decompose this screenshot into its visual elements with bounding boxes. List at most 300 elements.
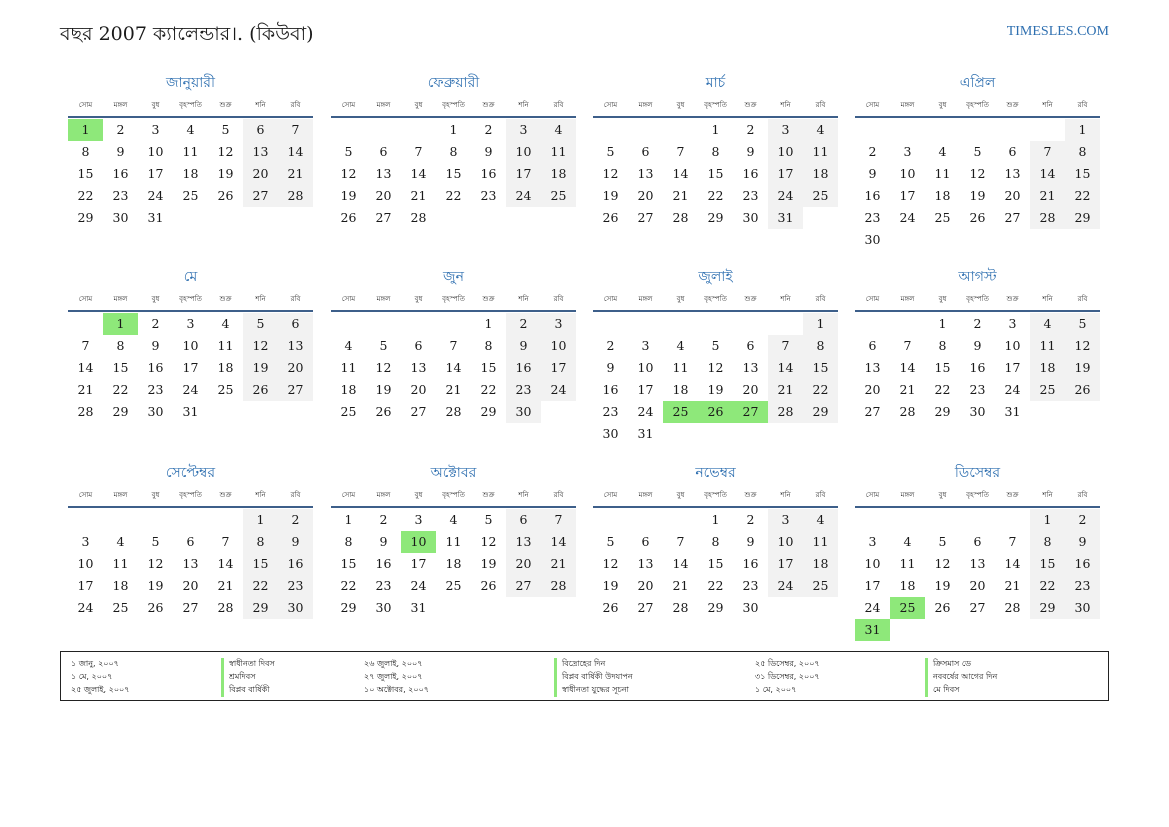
day-cell[interactable]: 23 [742, 188, 759, 203]
day-cell[interactable]: 17 [637, 382, 654, 397]
day-cell[interactable]: 17 [506, 163, 541, 185]
day-cell[interactable]: 27 [969, 600, 986, 615]
day-cell[interactable]: 17 [864, 578, 881, 593]
day-cell[interactable]: 27 [278, 379, 313, 401]
day-cell[interactable]: 22 [707, 578, 724, 593]
holiday-day-cell[interactable]: 26 [698, 401, 733, 423]
day-cell[interactable]: 29 [1065, 207, 1100, 229]
day-cell[interactable]: 1 [243, 509, 278, 531]
day-cell[interactable]: 5 [379, 338, 388, 353]
day-cell[interactable]: 22 [707, 188, 724, 203]
day-cell[interactable]: 27 [410, 404, 427, 419]
day-cell[interactable]: 10 [768, 141, 803, 163]
day-cell[interactable]: 26 [147, 600, 164, 615]
day-cell[interactable]: 9 [973, 338, 982, 353]
day-cell[interactable]: 28 [672, 600, 689, 615]
day-cell[interactable]: 6 [973, 534, 982, 549]
day-cell[interactable]: 15 [803, 357, 838, 379]
holiday-day-cell[interactable]: 10 [401, 531, 436, 553]
day-cell[interactable]: 4 [186, 122, 195, 137]
day-cell[interactable]: 28 [1004, 600, 1021, 615]
day-cell[interactable]: 3 [414, 512, 423, 527]
day-cell[interactable]: 4 [221, 316, 230, 331]
day-cell[interactable]: 4 [803, 509, 838, 531]
day-cell[interactable]: 11 [541, 141, 576, 163]
day-cell[interactable]: 9 [379, 534, 388, 549]
day-cell[interactable]: 27 [864, 404, 881, 419]
day-cell[interactable]: 16 [602, 382, 619, 397]
day-cell[interactable]: 23 [112, 188, 129, 203]
day-cell[interactable]: 25 [340, 404, 357, 419]
day-cell[interactable]: 26 [969, 210, 986, 225]
day-cell[interactable]: 7 [676, 144, 685, 159]
day-cell[interactable]: 28 [899, 404, 916, 419]
day-cell[interactable]: 2 [484, 122, 493, 137]
day-cell[interactable]: 14 [768, 357, 803, 379]
day-cell[interactable]: 7 [1008, 534, 1017, 549]
day-cell[interactable]: 15 [707, 556, 724, 571]
day-cell[interactable]: 24 [182, 382, 199, 397]
day-cell[interactable]: 16 [1065, 553, 1100, 575]
day-cell[interactable]: 26 [934, 600, 951, 615]
day-cell[interactable]: 2 [278, 509, 313, 531]
day-cell[interactable]: 16 [742, 166, 759, 181]
day-cell[interactable]: 4 [1030, 313, 1065, 335]
day-cell[interactable]: 27 [243, 185, 278, 207]
day-cell[interactable]: 12 [340, 166, 357, 181]
day-cell[interactable]: 7 [81, 338, 90, 353]
day-cell[interactable]: 12 [480, 534, 497, 549]
day-cell[interactable]: 28 [217, 600, 234, 615]
day-cell[interactable]: 18 [934, 188, 951, 203]
day-cell[interactable]: 19 [1065, 357, 1100, 379]
day-cell[interactable]: 8 [81, 144, 90, 159]
day-cell[interactable]: 27 [1004, 210, 1021, 225]
day-cell[interactable]: 27 [637, 600, 654, 615]
day-cell[interactable]: 12 [217, 144, 234, 159]
day-cell[interactable]: 24 [1004, 382, 1021, 397]
day-cell[interactable]: 9 [484, 144, 493, 159]
day-cell[interactable]: 4 [938, 144, 947, 159]
day-cell[interactable]: 6 [186, 534, 195, 549]
day-cell[interactable]: 20 [410, 382, 427, 397]
day-cell[interactable]: 21 [1030, 185, 1065, 207]
day-cell[interactable]: 11 [899, 556, 916, 571]
day-cell[interactable]: 15 [77, 166, 94, 181]
day-cell[interactable]: 8 [938, 338, 947, 353]
day-cell[interactable]: 30 [375, 600, 392, 615]
day-cell[interactable]: 20 [278, 357, 313, 379]
day-cell[interactable]: 25 [182, 188, 199, 203]
day-cell[interactable]: 3 [868, 534, 877, 549]
day-cell[interactable]: 6 [506, 509, 541, 531]
day-cell[interactable]: 23 [278, 575, 313, 597]
day-cell[interactable]: 2 [746, 512, 755, 527]
day-cell[interactable]: 12 [707, 360, 724, 375]
day-cell[interactable]: 22 [112, 382, 129, 397]
day-cell[interactable]: 4 [541, 119, 576, 141]
day-cell[interactable]: 15 [1065, 163, 1100, 185]
day-cell[interactable]: 14 [672, 556, 689, 571]
day-cell[interactable]: 24 [541, 379, 576, 401]
day-cell[interactable]: 16 [969, 360, 986, 375]
day-cell[interactable]: 29 [112, 404, 129, 419]
day-cell[interactable]: 8 [484, 338, 493, 353]
day-cell[interactable]: 31 [1004, 404, 1021, 419]
day-cell[interactable]: 21 [541, 553, 576, 575]
day-cell[interactable]: 29 [707, 210, 724, 225]
day-cell[interactable]: 11 [217, 338, 234, 353]
day-cell[interactable]: 7 [449, 338, 458, 353]
day-cell[interactable]: 21 [278, 163, 313, 185]
day-cell[interactable]: 17 [768, 163, 803, 185]
day-cell[interactable]: 13 [375, 166, 392, 181]
day-cell[interactable]: 5 [484, 512, 493, 527]
day-cell[interactable]: 1 [344, 512, 353, 527]
day-cell[interactable]: 4 [116, 534, 125, 549]
day-cell[interactable]: 8 [711, 144, 720, 159]
day-cell[interactable]: 23 [375, 578, 392, 593]
day-cell[interactable]: 25 [112, 600, 129, 615]
day-cell[interactable]: 9 [606, 360, 615, 375]
day-cell[interactable]: 26 [243, 379, 278, 401]
day-cell[interactable]: 14 [1030, 163, 1065, 185]
day-cell[interactable]: 25 [445, 578, 462, 593]
day-cell[interactable]: 26 [602, 210, 619, 225]
day-cell[interactable]: 15 [934, 360, 951, 375]
day-cell[interactable]: 2 [1065, 509, 1100, 531]
day-cell[interactable]: 30 [112, 210, 129, 225]
day-cell[interactable]: 29 [340, 600, 357, 615]
day-cell[interactable]: 4 [803, 119, 838, 141]
day-cell[interactable]: 31 [147, 210, 164, 225]
day-cell[interactable]: 25 [541, 185, 576, 207]
day-cell[interactable]: 21 [445, 382, 462, 397]
day-cell[interactable]: 19 [340, 188, 357, 203]
day-cell[interactable]: 20 [243, 163, 278, 185]
day-cell[interactable]: 9 [506, 335, 541, 357]
day-cell[interactable]: 30 [602, 426, 619, 441]
day-cell[interactable]: 6 [746, 338, 755, 353]
day-cell[interactable]: 14 [672, 166, 689, 181]
day-cell[interactable]: 30 [742, 210, 759, 225]
day-cell[interactable]: 28 [541, 575, 576, 597]
day-cell[interactable]: 11 [112, 556, 129, 571]
day-cell[interactable]: 13 [864, 360, 881, 375]
day-cell[interactable]: 9 [746, 534, 755, 549]
day-cell[interactable]: 23 [742, 578, 759, 593]
day-cell[interactable]: 9 [278, 531, 313, 553]
day-cell[interactable]: 29 [1030, 597, 1065, 619]
day-cell[interactable]: 19 [707, 382, 724, 397]
day-cell[interactable]: 17 [147, 166, 164, 181]
day-cell[interactable]: 14 [541, 531, 576, 553]
day-cell[interactable]: 17 [768, 553, 803, 575]
day-cell[interactable]: 5 [973, 144, 982, 159]
day-cell[interactable]: 22 [340, 578, 357, 593]
day-cell[interactable]: 9 [746, 144, 755, 159]
day-cell[interactable]: 30 [969, 404, 986, 419]
day-cell[interactable]: 6 [868, 338, 877, 353]
day-cell[interactable]: 3 [541, 313, 576, 335]
day-cell[interactable]: 21 [1004, 578, 1021, 593]
day-cell[interactable]: 3 [506, 119, 541, 141]
day-cell[interactable]: 29 [77, 210, 94, 225]
day-cell[interactable]: 13 [1004, 166, 1021, 181]
day-cell[interactable]: 7 [676, 534, 685, 549]
day-cell[interactable]: 10 [77, 556, 94, 571]
day-cell[interactable]: 5 [344, 144, 353, 159]
day-cell[interactable]: 18 [803, 553, 838, 575]
day-cell[interactable]: 3 [903, 144, 912, 159]
day-cell[interactable]: 12 [1065, 335, 1100, 357]
day-cell[interactable]: 13 [969, 556, 986, 571]
day-cell[interactable]: 19 [147, 578, 164, 593]
day-cell[interactable]: 20 [375, 188, 392, 203]
day-cell[interactable]: 6 [278, 313, 313, 335]
day-cell[interactable]: 29 [480, 404, 497, 419]
day-cell[interactable]: 8 [116, 338, 125, 353]
day-cell[interactable]: 8 [344, 534, 353, 549]
day-cell[interactable]: 14 [445, 360, 462, 375]
day-cell[interactable]: 3 [768, 509, 803, 531]
day-cell[interactable]: 2 [506, 313, 541, 335]
day-cell[interactable]: 28 [768, 401, 803, 423]
day-cell[interactable]: 13 [637, 166, 654, 181]
day-cell[interactable]: 30 [864, 232, 881, 247]
day-cell[interactable]: 11 [445, 534, 462, 549]
day-cell[interactable]: 31 [768, 207, 803, 229]
day-cell[interactable]: 11 [803, 141, 838, 163]
day-cell[interactable]: 29 [243, 597, 278, 619]
day-cell[interactable]: 1 [711, 122, 720, 137]
day-cell[interactable]: 15 [480, 360, 497, 375]
day-cell[interactable]: 12 [602, 166, 619, 181]
day-cell[interactable]: 20 [742, 382, 759, 397]
day-cell[interactable]: 20 [506, 553, 541, 575]
day-cell[interactable]: 6 [243, 119, 278, 141]
day-cell[interactable]: 16 [112, 166, 129, 181]
day-cell[interactable]: 23 [969, 382, 986, 397]
day-cell[interactable]: 3 [641, 338, 650, 353]
day-cell[interactable]: 27 [375, 210, 392, 225]
site-link[interactable]: TIMESLES.COM [1006, 24, 1109, 39]
day-cell[interactable]: 7 [768, 335, 803, 357]
day-cell[interactable]: 3 [151, 122, 160, 137]
day-cell[interactable]: 12 [969, 166, 986, 181]
day-cell[interactable]: 15 [1030, 553, 1065, 575]
day-cell[interactable]: 15 [243, 553, 278, 575]
day-cell[interactable]: 26 [480, 578, 497, 593]
day-cell[interactable]: 24 [899, 210, 916, 225]
day-cell[interactable]: 20 [864, 382, 881, 397]
day-cell[interactable]: 15 [707, 166, 724, 181]
day-cell[interactable]: 3 [1008, 316, 1017, 331]
day-cell[interactable]: 31 [637, 426, 654, 441]
day-cell[interactable]: 28 [1030, 207, 1065, 229]
day-cell[interactable]: 22 [77, 188, 94, 203]
day-cell[interactable]: 14 [278, 141, 313, 163]
day-cell[interactable]: 16 [864, 188, 881, 203]
day-cell[interactable]: 5 [606, 144, 615, 159]
day-cell[interactable]: 18 [899, 578, 916, 593]
day-cell[interactable]: 4 [903, 534, 912, 549]
day-cell[interactable]: 6 [641, 534, 650, 549]
day-cell[interactable]: 20 [182, 578, 199, 593]
day-cell[interactable]: 18 [112, 578, 129, 593]
day-cell[interactable]: 24 [637, 404, 654, 419]
day-cell[interactable]: 1 [1065, 119, 1100, 141]
day-cell[interactable]: 26 [602, 600, 619, 615]
day-cell[interactable]: 22 [243, 575, 278, 597]
day-cell[interactable]: 21 [217, 578, 234, 593]
day-cell[interactable]: 18 [340, 382, 357, 397]
day-cell[interactable]: 20 [969, 578, 986, 593]
day-cell[interactable]: 11 [1030, 335, 1065, 357]
day-cell[interactable]: 9 [868, 166, 877, 181]
day-cell[interactable]: 30 [278, 597, 313, 619]
day-cell[interactable]: 7 [1030, 141, 1065, 163]
day-cell[interactable]: 23 [506, 379, 541, 401]
day-cell[interactable]: 25 [217, 382, 234, 397]
day-cell[interactable]: 15 [340, 556, 357, 571]
day-cell[interactable]: 19 [969, 188, 986, 203]
day-cell[interactable]: 8 [449, 144, 458, 159]
day-cell[interactable]: 22 [480, 382, 497, 397]
day-cell[interactable]: 30 [1065, 597, 1100, 619]
day-cell[interactable]: 23 [1065, 575, 1100, 597]
day-cell[interactable]: 24 [77, 600, 94, 615]
day-cell[interactable]: 7 [903, 338, 912, 353]
day-cell[interactable]: 9 [1065, 531, 1100, 553]
day-cell[interactable]: 2 [973, 316, 982, 331]
day-cell[interactable]: 18 [541, 163, 576, 185]
day-cell[interactable]: 19 [602, 578, 619, 593]
day-cell[interactable]: 5 [938, 534, 947, 549]
day-cell[interactable]: 15 [445, 166, 462, 181]
day-cell[interactable]: 22 [1030, 575, 1065, 597]
day-cell[interactable]: 1 [1030, 509, 1065, 531]
day-cell[interactable]: 24 [506, 185, 541, 207]
day-cell[interactable]: 17 [182, 360, 199, 375]
holiday-day-cell[interactable]: 1 [103, 313, 138, 335]
day-cell[interactable]: 5 [1065, 313, 1100, 335]
day-cell[interactable]: 10 [899, 166, 916, 181]
day-cell[interactable]: 23 [602, 404, 619, 419]
day-cell[interactable]: 3 [81, 534, 90, 549]
holiday-day-cell[interactable]: 25 [663, 401, 698, 423]
day-cell[interactable]: 17 [541, 357, 576, 379]
day-cell[interactable]: 3 [186, 316, 195, 331]
day-cell[interactable]: 21 [768, 379, 803, 401]
day-cell[interactable]: 2 [116, 122, 125, 137]
day-cell[interactable]: 13 [243, 141, 278, 163]
day-cell[interactable]: 19 [375, 382, 392, 397]
day-cell[interactable]: 11 [340, 360, 357, 375]
day-cell[interactable]: 14 [77, 360, 94, 375]
day-cell[interactable]: 28 [278, 185, 313, 207]
day-cell[interactable]: 17 [410, 556, 427, 571]
day-cell[interactable]: 21 [77, 382, 94, 397]
day-cell[interactable]: 23 [864, 210, 881, 225]
day-cell[interactable]: 19 [243, 357, 278, 379]
day-cell[interactable]: 10 [637, 360, 654, 375]
day-cell[interactable]: 13 [182, 556, 199, 571]
day-cell[interactable]: 13 [278, 335, 313, 357]
day-cell[interactable]: 15 [112, 360, 129, 375]
day-cell[interactable]: 23 [147, 382, 164, 397]
day-cell[interactable]: 26 [217, 188, 234, 203]
day-cell[interactable]: 28 [410, 210, 427, 225]
day-cell[interactable]: 5 [243, 313, 278, 335]
day-cell[interactable]: 13 [410, 360, 427, 375]
day-cell[interactable]: 23 [480, 188, 497, 203]
day-cell[interactable]: 13 [742, 360, 759, 375]
day-cell[interactable]: 19 [602, 188, 619, 203]
day-cell[interactable]: 2 [746, 122, 755, 137]
day-cell[interactable]: 20 [637, 578, 654, 593]
day-cell[interactable]: 11 [672, 360, 689, 375]
day-cell[interactable]: 1 [803, 313, 838, 335]
day-cell[interactable]: 25 [803, 185, 838, 207]
day-cell[interactable]: 4 [449, 512, 458, 527]
day-cell[interactable]: 31 [182, 404, 199, 419]
day-cell[interactable]: 1 [484, 316, 493, 331]
day-cell[interactable]: 24 [768, 185, 803, 207]
day-cell[interactable]: 16 [147, 360, 164, 375]
day-cell[interactable]: 10 [864, 556, 881, 571]
day-cell[interactable]: 10 [1004, 338, 1021, 353]
day-cell[interactable]: 8 [1030, 531, 1065, 553]
day-cell[interactable]: 8 [243, 531, 278, 553]
day-cell[interactable]: 20 [637, 188, 654, 203]
day-cell[interactable]: 18 [1030, 357, 1065, 379]
day-cell[interactable]: 20 [1004, 188, 1021, 203]
day-cell[interactable]: 3 [768, 119, 803, 141]
day-cell[interactable]: 18 [217, 360, 234, 375]
day-cell[interactable]: 5 [151, 534, 160, 549]
day-cell[interactable]: 4 [676, 338, 685, 353]
day-cell[interactable]: 2 [151, 316, 160, 331]
day-cell[interactable]: 21 [672, 188, 689, 203]
day-cell[interactable]: 11 [182, 144, 199, 159]
day-cell[interactable]: 12 [243, 335, 278, 357]
day-cell[interactable]: 5 [606, 534, 615, 549]
day-cell[interactable]: 21 [410, 188, 427, 203]
holiday-day-cell[interactable]: 25 [890, 597, 925, 619]
day-cell[interactable]: 7 [221, 534, 230, 549]
day-cell[interactable]: 14 [899, 360, 916, 375]
day-cell[interactable]: 29 [803, 401, 838, 423]
day-cell[interactable]: 10 [182, 338, 199, 353]
day-cell[interactable]: 27 [506, 575, 541, 597]
day-cell[interactable]: 6 [379, 144, 388, 159]
day-cell[interactable]: 17 [1004, 360, 1021, 375]
day-cell[interactable]: 6 [641, 144, 650, 159]
day-cell[interactable]: 25 [1030, 379, 1065, 401]
day-cell[interactable]: 7 [414, 144, 423, 159]
day-cell[interactable]: 19 [217, 166, 234, 181]
day-cell[interactable]: 14 [1004, 556, 1021, 571]
day-cell[interactable]: 29 [707, 600, 724, 615]
day-cell[interactable]: 27 [637, 210, 654, 225]
day-cell[interactable]: 16 [480, 166, 497, 181]
day-cell[interactable]: 16 [742, 556, 759, 571]
day-cell[interactable]: 22 [934, 382, 951, 397]
day-cell[interactable]: 6 [414, 338, 423, 353]
day-cell[interactable]: 24 [768, 575, 803, 597]
day-cell[interactable]: 10 [768, 531, 803, 553]
